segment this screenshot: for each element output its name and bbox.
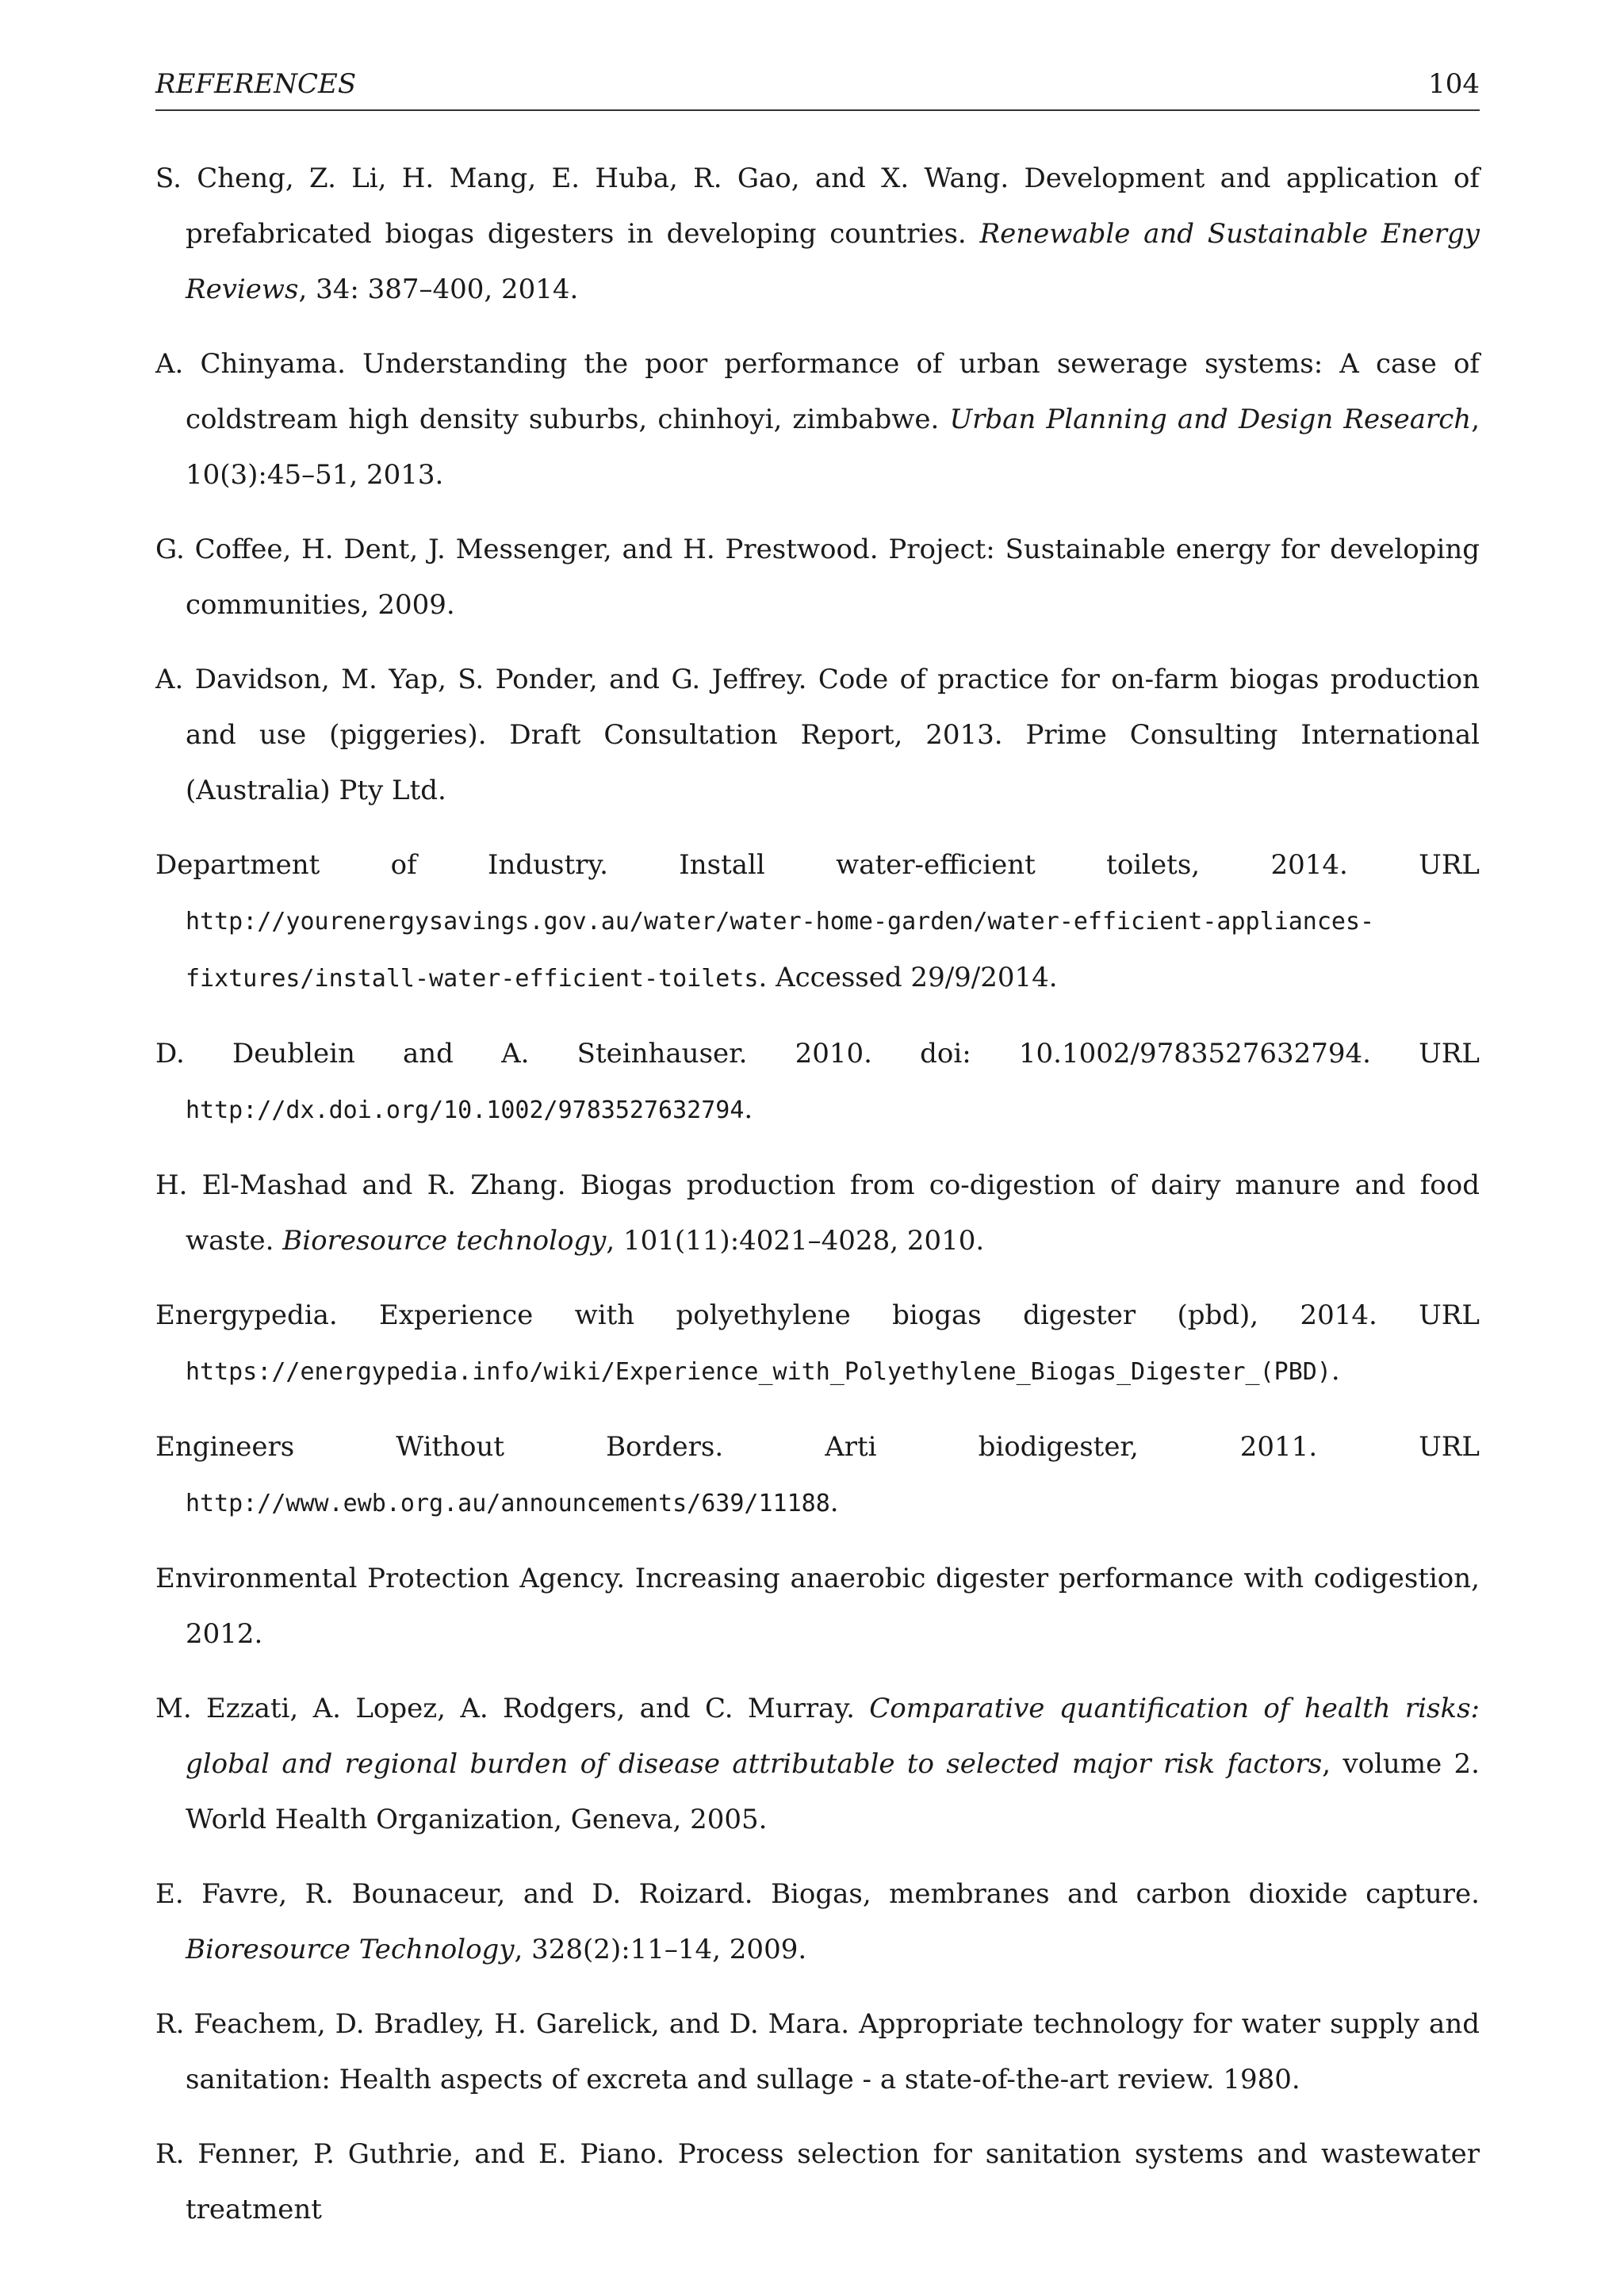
reference-tail: . — [1331, 1355, 1340, 1387]
reference-venue: Bioresource technology — [282, 1225, 607, 1257]
reference-text: R. Feachem, D. Bradley, H. Garelick, and D. Mara. Appropriate technology for water supply and sanitation: Health aspects of excreta and sullage - a state-of-the-art review. 1980. — [155, 2008, 1480, 2095]
reference-venue: Comparative quantification of health risks: global and regional burden of disease attributable to selected major risk factors — [186, 1693, 1480, 1780]
section-title: REFERENCES — [155, 68, 357, 100]
reference-text: Energypedia. Experience with polyethylene biogas digester (pbd), 2014. URL — [155, 1299, 1480, 1331]
reference-item — [155, 2126, 1480, 2237]
reference-venue: Renewable and Sustainable Energy Reviews — [186, 218, 1480, 305]
reference-text: E. Favre, R. Bounaceur, and D. Roizard. Biogas, membranes and carbon dioxide capture. — [155, 1878, 1480, 1910]
reference-tail: . — [829, 1487, 839, 1518]
reference-url-link[interactable]: http://www.ewb.org.au/announcements/639/11188 — [186, 1490, 830, 1517]
reference-item — [155, 336, 1480, 503]
reference-text: Engineers Without Borders. Arti biodigester, 2011. URL — [155, 1431, 1480, 1463]
reference-text: D. Deublein and A. Steinhauser. 2010. doi: 10.1002/9783527632794. URL — [155, 1038, 1480, 1070]
reference-item — [155, 652, 1480, 818]
reference-item — [155, 837, 1480, 1007]
reference-details: , 101(11):4021–4028, 2010. — [606, 1225, 985, 1257]
reference-item — [155, 1158, 1480, 1269]
reference-url-link[interactable]: http://yourenergysavings.gov.au/water/water-home-garden/water-efficient-appliances-fixtures/install-water-efficient-toilets — [186, 908, 1375, 993]
reference-text: Department of Industry. Install water-efficient toilets, 2014. URL — [155, 849, 1480, 881]
reference-tail: . — [744, 1093, 753, 1125]
reference-item — [155, 1419, 1480, 1532]
reference-details: , 34: 387–400, 2014. — [298, 274, 579, 305]
reference-text: Environmental Protection Agency. Increasing anaerobic digester performance with codigestion, 2012. — [155, 1563, 1480, 1650]
reference-venue: Urban Planning and Design Research — [949, 404, 1472, 435]
reference-text: S. Cheng, Z. Li, H. Mang, E. Huba, R. Gao, and X. Wang. Development and application of prefabricated biogas digesters in developing countries. — [155, 163, 1480, 250]
reference-details: , 10(3):45–51, 2013. — [186, 404, 1480, 491]
reference-text: A. Davidson, M. Yap, S. Ponder, and G. Jeffrey. Code of practice for on-farm biogas production and use (piggeries). Draft Consultation Report, 2013. Prime Consulting International (Australia) Pty Ltd. — [155, 664, 1480, 806]
reference-text: M. Ezzati, A. Lopez, A. Rodgers, and C. Murray. — [155, 1693, 870, 1724]
reference-item — [155, 1551, 1480, 1662]
page-number: 104 — [1428, 68, 1480, 100]
reference-item — [155, 1026, 1480, 1138]
reference-item — [155, 1866, 1480, 1977]
reference-details: , 328(2):11–14, 2009. — [514, 1934, 807, 1965]
reference-text: H. El-Mashad and R. Zhang. Biogas production from co-digestion of dairy manure and food waste. — [155, 1169, 1480, 1257]
reference-item — [155, 1681, 1480, 1847]
reference-item — [155, 522, 1480, 633]
reference-tail: . Accessed 29/9/2014. — [758, 962, 1058, 993]
reference-item — [155, 1996, 1480, 2107]
reference-text: R. Fenner, P. Guthrie, and E. Piano. Process selection for sanitation systems and wastewater treatment — [155, 2138, 1480, 2225]
reference-details: , volume 2. World Health Organization, Geneva, 2005. — [186, 1748, 1480, 1835]
reference-list — [155, 151, 1480, 2256]
reference-text: G. Coffee, H. Dent, J. Messenger, and H. Prestwood. Project: Sustainable energy for developing communities, 2009. — [155, 534, 1480, 621]
reference-item — [155, 151, 1480, 317]
reference-item — [155, 1288, 1480, 1400]
reference-venue: Bioresource Technology — [186, 1934, 515, 1965]
running-header — [155, 65, 1480, 111]
reference-url-link[interactable]: http://dx.doi.org/10.1002/9783527632794 — [186, 1096, 745, 1124]
reference-text: A. Chinyama. Understanding the poor performance of urban sewerage systems: A case of coldstream high density suburbs, chinhoyi, zimbabwe. — [155, 348, 1480, 435]
reference-url-link[interactable]: https://energypedia.info/wiki/Experience_with_Polyethylene_Biogas_Digester_(PBD) — [186, 1358, 1331, 1386]
